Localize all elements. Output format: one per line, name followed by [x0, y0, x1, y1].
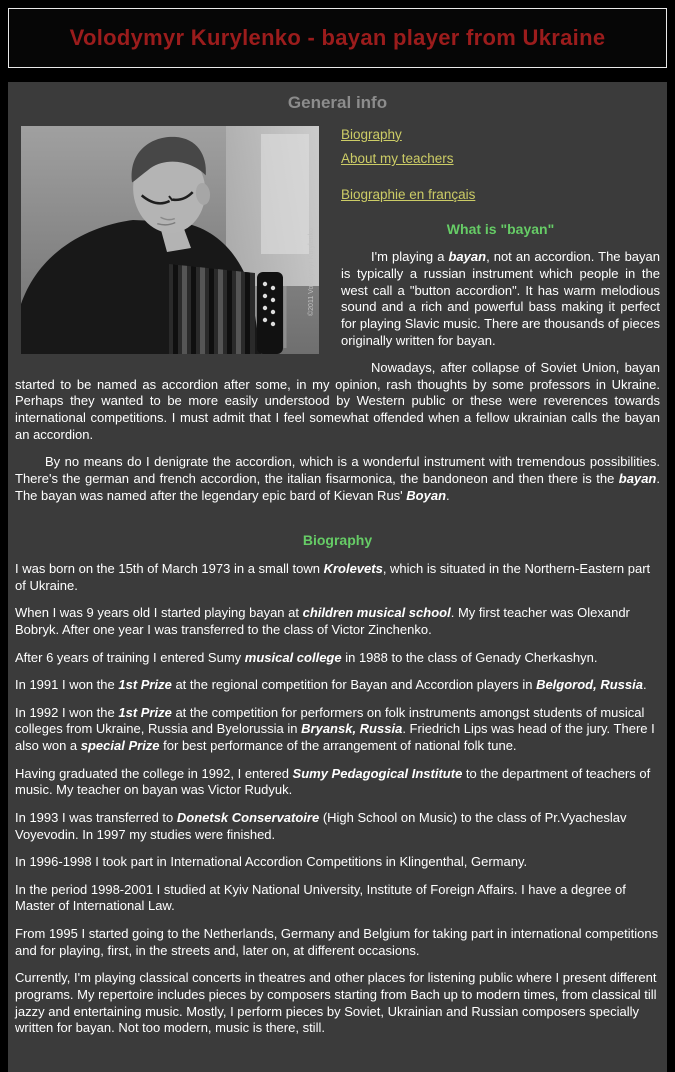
bio-paragraph: Having graduated the college in 1992, I entered Sumy Pedagogical Institute to the department of teachers of music. My teacher on bayan was Victor Rudyuk. [15, 765, 651, 798]
page-title: Volodymyr Kurylenko - bayan player from Ukraine [69, 25, 606, 50]
bio-paragraph: In the period 1998-2001 I studied at Kyiv National University, Institute of Foreign Affairs. I have a degree of Master of International Law. [15, 881, 626, 914]
what-is-bayan-paragraph-3: By no means do I denigrate the accordion, which is a wonderful instrument with tremendous possibilities. There's the german and french accordion, the italian fisarmonica, the bandoneon and then there is the bayan. The bayan was named after the legendary epic bard of Kievan Rus' Boyan. [15, 454, 660, 503]
bio-paragraph: In 1992 I won the 1st Prize at the competition for performers on folk instruments amongst students of musical colleges from Ukraine, Russia and Byelorussia in Bryansk, Russia. Friedrich Lips was head of the jury. There I also won a special Prize for best performance of the arrangement of national folk tune. [15, 704, 655, 754]
bio-paragraph: From 1995 I started going to the Netherlands, Germany and Belgium for taking part in international competitions and for playing, first, in the streets and, later on, at different occasions. [15, 926, 659, 958]
nav-link-biography[interactable]: Biography [341, 126, 402, 142]
portrait-photo [21, 126, 319, 354]
page-header [8, 8, 667, 68]
bio-paragraph: I was born on the 15th of March 1973 in a small town Krolevets, which is situated in the Northern-Eastern part of Ukraine. [15, 561, 651, 593]
bio-paragraph: In 1996-1998 I took part in International Accordion Competitions in Klingenthal, Germany. [15, 854, 528, 870]
general-info-heading: General info [287, 93, 388, 112]
bio-paragraph: In 1991 I won the 1st Prize at the regional competition for Bayan and Accordion players in Belgorod, Russia. [15, 677, 647, 693]
photo-watermark: ©2011 Volodymyr Kurylenko [308, 227, 315, 316]
bio-paragraph: Currently, I'm playing classical concerts in theatres and other places for listening public where I present different programs. My repertoire includes pieces by composers starting from Bach up to modern times, from classical till jazzy and entertaining music. Mostly, I perform pieces by Soviet, Ukrainian and Russian composers specially written for bayan. Not too modern, music is there, still. [15, 970, 657, 1036]
biography-heading: Biography [302, 532, 373, 549]
content-area [8, 82, 667, 1072]
bio-paragraph: In 1993 I was transferred to Donetsk Conservatoire (High School on Music) to the class of Pr.Vyacheslav Voyevodin. In 1997 my studies were finished. [15, 809, 627, 842]
bio-paragraph: When I was 9 years old I started playing bayan at children musical school. My first teacher was Olexandr Bobryk. After one year I was transferred to the class of Victor Zinchenko. [15, 605, 630, 637]
bio-paragraph: After 6 years of training I entered Sumy musical college in 1988 to the class of Genady Cherkashyn. [15, 649, 598, 665]
nav-link-about-my-teachers[interactable]: About my teachers [341, 151, 454, 167]
what-is-bayan-heading: What is "bayan" [446, 220, 555, 237]
what-is-bayan-paragraph-2: Nowadays, after collapse of Soviet Union, bayan started to be named as accordion after some, in my opinion, rash thoughts by some professors in Ukraine. Perhaps they wanted to be more easily understood by Western public or these were reverences towards international competitions. I must admit that I feel somewhat offended when a fellow ukrainian calls the bayan an accordion. [15, 360, 660, 442]
what-is-bayan-paragraph-1: I'm playing a bayan, not an accordion. The bayan is typically a russian instrument which people in the west call a "button accordion". It has warm melodious sound and a rich and powerful bass making it perfect for playing Slavic music. There are thousands of pieces originally written for bayan. [341, 249, 660, 348]
portrait-photo-image [21, 126, 319, 354]
nav-link-biographie-francais[interactable]: Biographie en français [341, 187, 476, 203]
